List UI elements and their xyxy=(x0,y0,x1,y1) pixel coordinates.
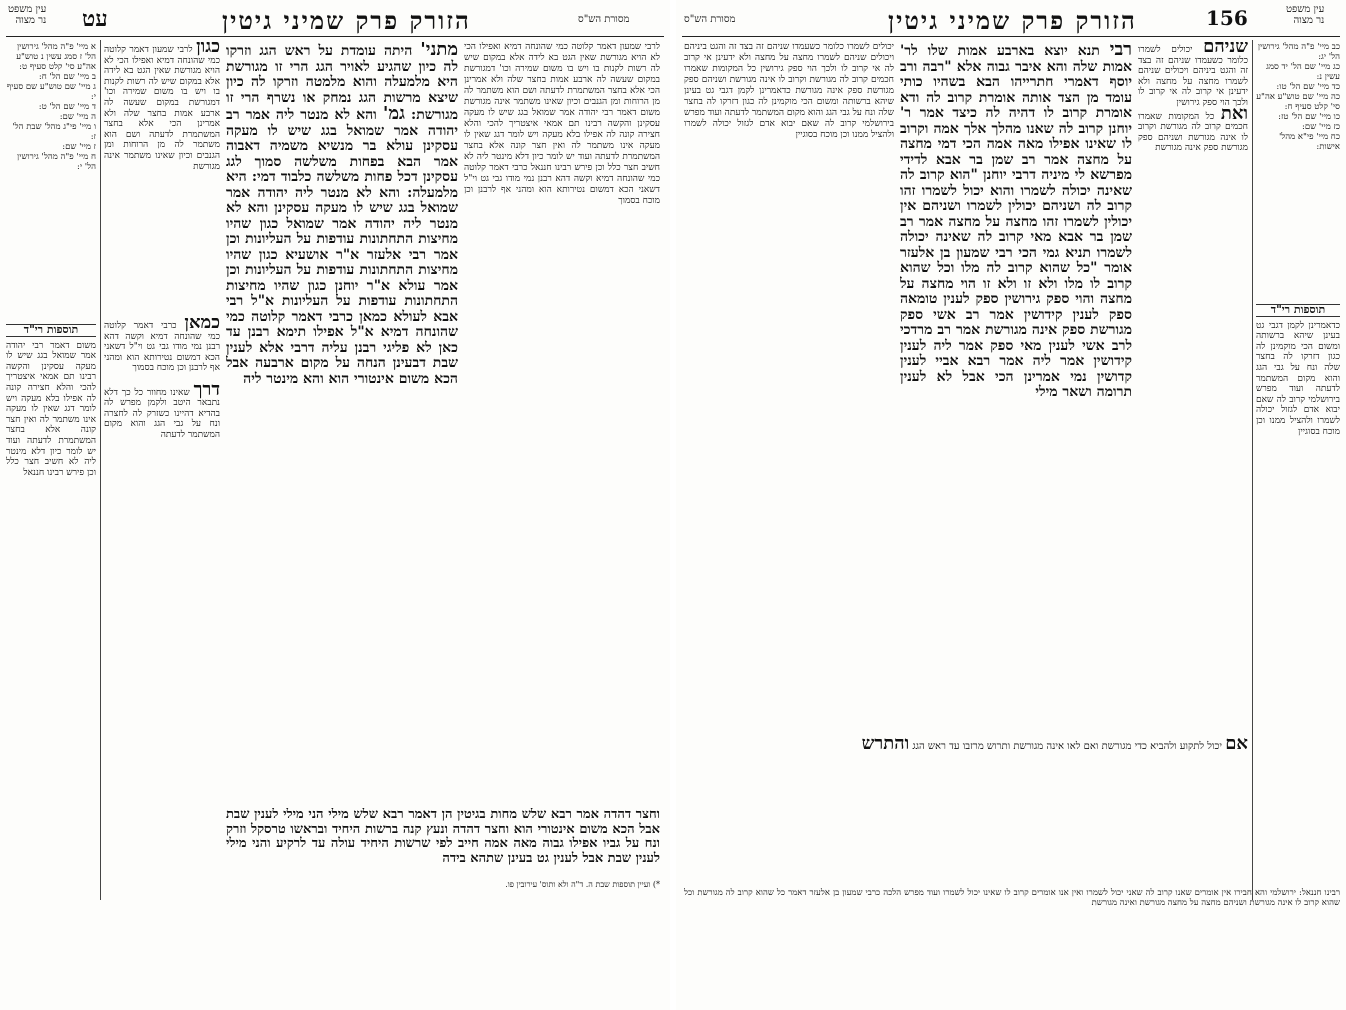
rashi-text-3: כדאמרינן לקמן דגבי גט בעינן שיהא ברשותה ומשום הכי מוקמינן לה כגון דזרקו לה בחצר שלה ונח על גבי הגג והוא מקום המשתמר לדעתה ועוד מפרש בירושלמי קרוב לה שאם יבוא אדם לגזול יכולה לשמרו ולהציל ממנו וכן מוכח בסוגיין xyxy=(684,86,894,140)
tosafot-rid-heading: תוספות רי"ד xyxy=(1256,304,1340,317)
lower-commentary xyxy=(684,738,1248,838)
masoret-label: מסורת הש"ס xyxy=(578,14,630,25)
rashi-text-2: כל המקומות שאמרו חכמים קרוב לה מגורשת וקרוב לו אינה מגורשת ושניהם ספק מגורשת ספק אינה מגורשת xyxy=(684,64,894,96)
tosafot-rid-block xyxy=(1256,300,1340,900)
vehitrish-lead: והתרש xyxy=(861,738,910,754)
column-divider xyxy=(100,40,101,900)
gemara-column xyxy=(226,42,458,802)
rashi-column xyxy=(464,42,660,802)
masoret-label: מסורת הש"ס xyxy=(684,14,736,25)
tosafot-block xyxy=(104,42,220,312)
tosafot-continued xyxy=(104,318,220,878)
ein-mishpat-label: עין משפט נר מצוה xyxy=(8,4,47,26)
tosafot-text-b: כל המקומות שאמרו חכמים קרוב לה מגורשת וקרוב לו אינה מגורשת ושניהם ספק מגורשת ספק אינה מגורשת xyxy=(1138,111,1248,154)
page-title: הזורק פרק שמיני גיטין xyxy=(222,6,471,35)
tosafot-rid-block xyxy=(6,320,96,900)
header-rule xyxy=(6,36,664,37)
page-mark: עט xyxy=(82,6,108,32)
page-number: 156 xyxy=(1206,6,1248,30)
rashi-column xyxy=(684,42,894,732)
margin-notes: א מיי' פ"ה מהל' גירושין הל' ז סמג עשין נ טוש"ע אה"ע סי' קלט סעיף ט: ב מיי' שם הל' ח: ג מיי' שם טוש"ע שם סעיף י: ד מיי' שם הל' ט: ה מיי' שם: ו מיי' פי"ג מהל' שבת הל' ז: ז מיי' שם: ח מיי' פ"ה מהל' גירושין הל' י: xyxy=(6,42,96,172)
gemara-text: תנא יוצא בארבע אמות שלו לר' אמות שלה והא איבר גבוה אלא "רבה ורב יוסף דאמרי חתרייהו הבא בשהיו כותי עומד מן הצד אותה אומרת קרוב לה ודא אומרת קרוב לו דהיה לה כיצד אמר ר' יוחנן קרוב לה שאנו מהלך אלך אמה וקרוב לו שאינו אפילו מאה אמה הכי דמי מחצה על מחצה אמר רב שמן בר אבא לדידי מפרשא לי מיניה דרבי יוחנן "הוא קרוב לה שאינה יכולה לשמרו והוא יכול לשמרו זהו קרוב לה ושניהם יכולין לשמרו ושניהם אין יכולין לשמרו זהו מחצה על מחצה אמר רב שמן בר אבא מאי קרוב לה שאינה יכולה לשמרו תניא גמי הכי רבי שמעון בן אלעזר אומר "כל שהוא קרוב לה מלו וכל שהוא קרוב לו מלו ולא זו ולא זו הוי מחצה על מחצה והוי ספק גירושין xyxy=(900,43,1132,307)
mishnah-lead: אם xyxy=(1225,738,1248,754)
gemara-text-2: ספק לענין טומאה ספק לענין קידושין אמר רב אשי ספק מגורשת ספק אינה מגורשת אמר רב מרדכי לרב אשי לענין מאי ספק אמר ליה לענין קידושין אמר ליה אמר רבא אביי לענין קדושין נמי אמרינן הכי אבל לא לענין תרומה ושאר מילי xyxy=(900,291,1132,400)
tosafot-rid-text: משום דאמר רבי יהודה אמר שמואל בגג שיש לו מעקה עסקינן והקשה רבינו תם אמאי איצטריך להכי והלא חצירה קונה לה אפילו בלא מעקה ויש לומר דגג שאין לו מעקה אינו משתמר לה ואין חצר קונה אלא בחצר המשתמרת לדעתה ועוד יש לומר כיון דלא מינטר ליה לא חשיב חצר כלל וכן פירש רבינו חננאל xyxy=(6,340,96,478)
ein-mishpat-label: עין משפט נר מצוה xyxy=(1286,4,1325,26)
tosafot-column xyxy=(1138,42,1248,732)
left-page xyxy=(0,0,670,1010)
page-title: הזורק פרק שמיני גיטין xyxy=(888,6,1137,35)
tosafot-lead: כגון xyxy=(196,42,220,57)
tosafot-text-a: יכולים לשמרו כלומר כשעמדו שניהם זה בצד זה והגט ביניהם ויכולים שניהם לשמרו מחצה על מחצה ולא ידעינן אי קרוב לה אי קרוב לו ולכך הוי ספק גירושין xyxy=(1138,45,1248,108)
gemara-column xyxy=(900,42,1132,732)
tosafot-derekh-text: שאינו מחוור כל כך דלא נתבאר היטב ולקמן מפרש לה בהדיא דהיינו כשזרק לה לחצרה ונח על גבי הגג והוא מקום המשתמר לדעתה xyxy=(104,387,220,440)
rashi-dh-veat: ואת xyxy=(1220,102,1248,124)
mishnah-text: יכול לתקוע ולהביא כדי מגורשת ואם לאו אינה מגורשת ותרוש מרזבו עד ראש הגג xyxy=(912,741,1223,752)
footnote: *) ועיין תוספות שבת ה. ד"ה ולא ותוס' עירובין פו. xyxy=(505,880,660,889)
rashi-text: יכולים לשמרו כלומר כשעמדו שניהם זה בצד זה והגט ביניהם ויכולים שניהם לשמרו מחצה על מחצה ולא ידעינן אי קרוב לה אי קרוב לו ולכך הוי ספק גירושין xyxy=(684,42,894,74)
rashi-dh-shneihem: שניהם xyxy=(1203,42,1248,57)
header-rule xyxy=(682,36,1340,37)
gemara-lower: וחצר דהדה אמר רבא שלש מחות בגיטין הן דאמר רבא שלש מילי הני מילי לענין שבת אבל הכא משום אינטורי הוא וחצר דהדה ונעץ קנה ברשות היחיד ובראשו טרסקל וזרק ונח על גביו אפילו גבוה מאה אמה חייב לפי שרשות היחיד עולה עד לרקיע והני מילי לענין שבת אבל לענין גט בעינן שתהא בידה xyxy=(226,808,660,866)
rashi-text-repeat-2: משום דאמר רבי יהודה אמר שמואל בגג שיש לו מעקה עסקינן והקשה רבינו תם אמאי איצטריך להכי והלא חצירה קונה לה אפילו בלא מעקה ויש לומר דגג שאין לו מעקה אינו משתמר לה ואין חצר קונה אלא בחצר המשתמרת לדעתה ועוד יש לומר כיון דלא מינטר ליה לא חשיב חצר כלל וכן פירש רבינו חננאל xyxy=(464,108,660,173)
tosafot-rid-heading: תוספות רי"ד xyxy=(6,324,96,337)
gemara-lead: גמ' xyxy=(382,103,405,124)
footnote-block: רבינו חננאל: ירושלמי והא חבירו אין אומרים שאנו קרוב לה שאני יכול לשמרו ואין אנו אומרים קרוב לו שאינו יכול לשמרו ועוד מפרש הלכה כרבי שמעון בן אלעזר דאמר כל שהוא קרוב לה מגורשת וכל שהוא קרוב לו אינה מגורשת ושניהם מחצה על מחצה מגורשת ואינה מגורשת xyxy=(684,888,1340,908)
rabbi-lead: רבי xyxy=(1109,42,1132,60)
tosafot-dh-lead: כמאן xyxy=(184,318,220,333)
tosafot-text: לרבי שמעון דאמר קלוטה כמי שהונחה דמיא ואפילו הכי לא הויא מגורשת שאין הגט בא לידה אלא במקום שיש לה רשות לקנות בו ויש בו משום שמירה וכו' דמגורשת במקום שעשה לה ארבע אמות בחצר שלה ולא אמרינן הכי אלא בחצר המשתמרת לדעתה ושם הוא משתמר לה מן הרוחות ומן הגנבים וכיון שאינו משתמר אינה מגורשת xyxy=(104,45,220,172)
tosafot-rid-text: כדאמרינן לקמן דגבי גט בעינן שיהא ברשותה ומשום הכי מוקמינן לה כגון דזרקו לה בחצר שלה ונח על גבי הגג והוא מקום המשתמר לדעתה ועוד מפרש בירושלמי קרוב לה שאם יבוא אדם לגזול יכולה לשמרו ולהציל ממנו וכן מוכח בסוגיין xyxy=(1256,320,1340,437)
tosafot-dh-text: כרבי דאמר קלוטה כמי שהונחה דמיא וקשה דהא רבנן נמי מודו גבי גט וי"ל דשאני הכא דמשום נטירותא הוא ומהני אף לרבנן וכן מוכח בסמוך xyxy=(104,321,220,374)
mishnah-text: היתה עומדת על ראש הגג וזרקו לה כיון שהגיע לאויר הגג הרי זו מגורשת היא מלמעלה והוא מלמטה וזרקו לה כיון שיצא מרשות הגג נמחק או נשרף הרי זו מגורשת: xyxy=(226,43,458,123)
rashi-text-repeat: לרבי שמעון דאמר קלוטה כמי שהונחה דמיא ואפילו הכי לא הויא מגורשת שאין הגט בא לידה אלא במקום שיש לה רשות לקנות בו ויש בו משום שמירה וכו' דמגורשת במקום שעשה לה ארבע אמות בחצר שלה ולא אמרינן הכי אלא בחצר המשתמרת לדעתה ושם הוא משתמר לה מן הרוחות ומן הגנבים וכיון שאינו משתמר אינה מגורשת xyxy=(464,42,660,107)
rashi-text-repeat-3: כרבי דאמר קלוטה כמי שהונחה דמיא וקשה דהא רבנן נמי מודו גבי גט וי"ל דשאני הכא דמשום נטירותא הוא ומהני אף לרבנן וכן מוכח בסמוך xyxy=(464,163,660,206)
column-divider xyxy=(1252,40,1253,900)
margin-notes: כב מיי' פ"ה מהל' גירושין הל' יג: כג מיי' שם הל' יד סמג עשין נ: כד מיי' שם הל' טו: כה מיי' שם טוש"ע אה"ע סי' קלט סעיף ח: כו מיי' שם הל' טז: כז מיי' שם: כח מיי' פי"א מהל' אישות: xyxy=(1256,42,1340,152)
right-page xyxy=(676,0,1346,1010)
mishnah-lead: מתני' xyxy=(420,42,458,60)
gemara-text: והא לא מנטר ליה אמר רב יהודה אמר שמואל בגג שיש לו מעקה עסקינן עולא בר מנשיא משמיה דאבוה אמר הבא בפחות משלשה סמוך לגג עסקינן דכל פחות משלשה כלבוד דמי: היא מלמעלה: והא לא מנטר ליה יהודה אמר שמואל בגג שיש לו מעקה עסקינן והא לא מנטר ליה יהודה אמר שמואל כגון שהיו מחיצות התחתונות עודפות על העליונות וכן אמר רבי אלעזר א"ר אושעיא כגון שהיו מחיצות התחתונות עודפות על העליונות וכן אמר עולא א"ר יוחנן כגון שהיו מחיצות התחתונות עודפות על העליונות א"ל רבי אבא לעולא כמאן כרבי דאמר קלוטה כמי שהונחה דמיא א"ל אפילו תימא רבנן עד כאן לא פליגי רבנן עליה דרבי אלא לענין שבת דבעינן הנחה על מקום ארבעה אבל הכא משום אינטורי הוא והא מינטר ליה xyxy=(226,107,458,387)
tosafot-derekh-lead: דרך xyxy=(193,378,220,400)
